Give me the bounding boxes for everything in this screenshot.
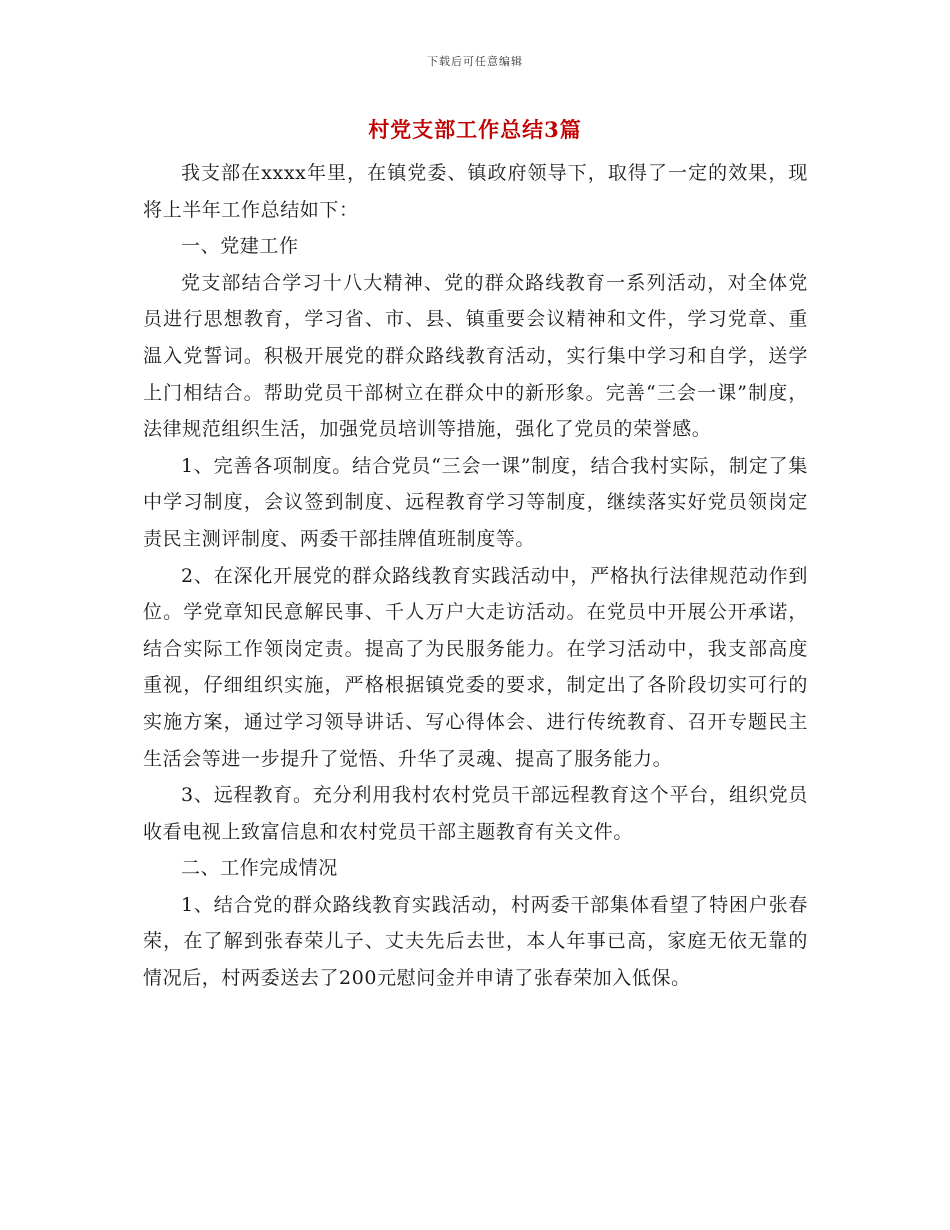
section-heading-work-completion: 二、工作完成情况 <box>181 857 338 880</box>
paragraph-item-3: 3、远程教育。充分利用我村农村党员干部远程教育这个平台，组织党员收看电视上致富信息和农村党员干部主题教育有关文件。 <box>143 784 808 843</box>
paragraph-item-2: 2、在深化开展党的群众路线教育实践活动中，严格执行法律规范动作到位。学党章知民意解民事、千人万户大走访活动。在党员中开展公开承诺，结合实际工作领岗定责。提高了为民服务能力。在学习活动中，我支部高度重视，仔细组织实施，严格根据镇党委的要求，制定出了各阶段切实可行的实施方案，通过学习领导讲话、写心得体会、进行传统教育、召开专题民主生活会等进一步提升了觉悟、升华了灵魂、提高了服务能力。 <box>143 564 808 770</box>
paragraph-item-1: 1、完善各项制度。结合党员“三会一课”制度，结合我村实际，制定了集中学习制度，会议签到制度、远程教育学习等制度，继续落实好党员领岗定责民主测评制度、两委干部挂牌值班制度等。 <box>143 454 808 550</box>
document-title: 村党支部工作总结3篇 <box>368 117 582 142</box>
document-body <box>143 155 808 997</box>
paragraph-intro: 我支部在xxxx年里，在镇党委、镇政府领导下，取得了一定的效果，现将上半年工作总结如下： <box>143 162 808 221</box>
section-heading-party-building: 一、党建工作 <box>181 235 299 258</box>
header-note: 下载后可任意编辑 <box>427 55 523 68</box>
paragraph-work-item-1: 1、结合党的群众路线教育实践活动，村两委干部集体看望了特困户张春荣，在了解到张春荣儿子、丈夫先后去世，本人年事已高，家庭无依无靠的情况后，村两委送去了200元慰问金并申请了张春荣加入低保。 <box>143 893 808 990</box>
paragraph-party-building: 党支部结合学习十八大精神、党的群众路线教育一系列活动，对全体党员进行思想教育，学习省、市、县、镇重要会议精神和文件，学习党章、重温入党誓词。积极开展党的群众路线教育活动，实行集中学习和自学，送学上门相结合。帮助党员干部树立在群众中的新形象。完善“三会一课”制度，法律规范组织生活，加强党员培训等措施，强化了党员的荣誉感。 <box>143 271 808 441</box>
